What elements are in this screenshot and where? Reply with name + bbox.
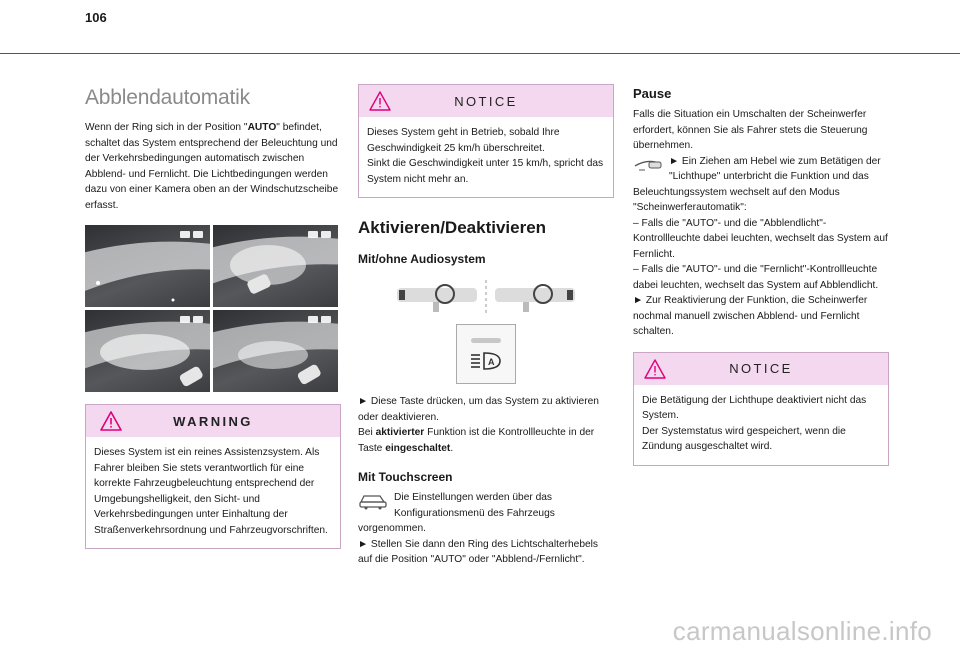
section-title-aktivieren: Aktivieren/Deaktivieren <box>358 218 547 237</box>
notice-box-1 <box>358 84 614 198</box>
pause-paragraph-4: – Falls die "AUTO"- und die "Fernlicht"-Kontrollleuchte dabei leuchten, wechselt das System auf Abblendlicht. <box>633 264 879 291</box>
steering-wheel-right-icon <box>495 282 575 314</box>
key-indicator-bar <box>471 338 501 343</box>
notice-text-1: Die Betätigung der Lichthupe deaktiviert nicht das System. <box>642 394 867 421</box>
steering-illustration <box>358 280 614 316</box>
steering-wheel-left-icon <box>397 282 477 314</box>
notice-label: NOTICE <box>729 361 793 376</box>
notice-label: NOTICE <box>454 93 518 109</box>
notice-text-2: Der Systemstatus wird gespeichert, wenn die Zündung ausgeschaltet wird. <box>642 425 846 452</box>
auto-headlamp-icon <box>470 351 502 371</box>
warning-icon <box>369 91 391 111</box>
road-illustration-1 <box>85 225 210 307</box>
section-title-pause: Pause <box>633 86 672 101</box>
column-1 <box>85 84 341 549</box>
svg-text:A: A <box>488 356 495 367</box>
road-illustration-2 <box>213 225 338 307</box>
warning-header <box>86 405 340 437</box>
page-number: 106 <box>85 10 107 25</box>
road-illustration-3 <box>85 310 210 392</box>
subsection-touchscreen: Mit Touchscreen <box>358 470 453 484</box>
notice-header <box>634 353 888 385</box>
section-title-abblendautomatik: Abblendautomatik <box>85 86 250 109</box>
road-illustration-4 <box>213 310 338 392</box>
notice-text-2: Sinkt die Geschwindigkeit unter 15 km/h, spricht das System nicht mehr an. <box>367 158 604 185</box>
warning-box <box>85 404 341 549</box>
watermark: carmanualsonline.info <box>672 616 932 646</box>
lever-flash-icon <box>633 156 663 174</box>
warning-icon <box>100 411 122 431</box>
ring-instruction: ► Stellen Sie dann den Ring des Lichtschalterhebels auf die Position "AUTO" oder "Abblend-/Fernlicht". <box>358 538 599 565</box>
press-instruction: ► Diese Taste drücken, um das System zu aktivieren oder deaktivieren. <box>358 396 599 423</box>
pause-paragraph-2: ► Ein Ziehen am Hebel wie zum Betätigen der "Lichthupe" unterbricht die Funktion und das Beleuchtungssystem wechselt auf den Modus "Scheinwerferautomatik": <box>633 155 881 213</box>
notice-text-1: Dieses System geht in Betrieb, sobald Ihre Geschwindigkeit 25 km/h überschreitet. <box>367 127 560 154</box>
warning-label: WARNING <box>173 413 253 429</box>
pause-paragraph-3: – Falls die "AUTO"- und die "Abblendlicht"-Kontrollleuchte dabei leuchten, wechselt das System auf Fernlicht. <box>633 217 888 260</box>
auto-highbeam-key[interactable] <box>456 324 516 384</box>
notice-box-2 <box>633 352 889 466</box>
active-state-text: Bei aktivierter Funktion ist die Kontrollleuchte in der Taste eingeschaltet. <box>358 427 595 454</box>
illustration-grid <box>85 225 338 392</box>
column-2 <box>358 84 614 568</box>
intro-paragraph: Wenn der Ring sich in der Position "AUTO" befindet, schaltet das System entsprechend der Beleuchtung und der Verkehrsbedingungen automatisch zwischen Abblend- und Fernlicht. Die Lichtbedingungen werden dazu von einer Kamera oben an der Windschutzscheibe erfasst. <box>85 122 339 211</box>
pause-paragraph-5: ► Zur Reaktivierung der Funktion, die Scheinwerfer nochmal manuell zwischen Abblend- und Fernlicht schalten. <box>633 295 868 337</box>
warning-icon <box>644 359 666 379</box>
divider-dashed-icon <box>483 280 489 316</box>
subsection-audiosystem: Mit/ohne Audiosystem <box>358 252 486 266</box>
warning-text: Dieses System ist ein reines Assistenzsystem. Als Fahrer bleiben Sie stets verantwortlich für eine korrekte Fahrzeugbeleuchtung entsprechend der Umgebungshelligkeit, den Sicht- und Verkehrsbedingungen unter Einhaltung der Straßenverkehrsordnung und Fahrzeugvorschriften. <box>94 447 328 536</box>
notice-header <box>359 85 613 117</box>
column-3 <box>633 84 889 466</box>
touchscreen-text: Die Einstellungen werden über das Konfigurationsmenü des Fahrzeugs vorgenommen. <box>358 492 555 534</box>
header-rule <box>0 53 960 54</box>
car-settings-icon <box>358 492 388 510</box>
pause-paragraph-1: Falls die Situation ein Umschalten der Scheinwerfer erfordert, können Sie als Fahrer stets die Steuerung übernehmen. <box>633 109 868 151</box>
